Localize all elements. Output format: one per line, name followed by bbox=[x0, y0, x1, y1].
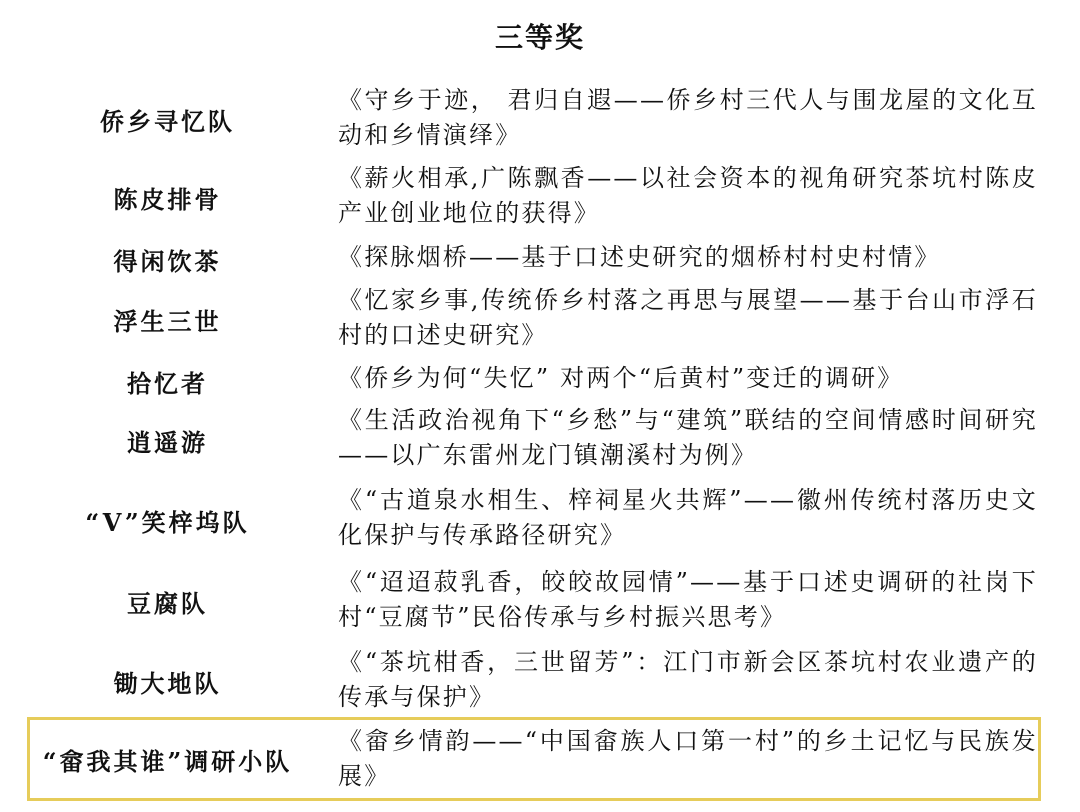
page-title: 三等奖 bbox=[494, 21, 585, 54]
team-name: 锄大地队 bbox=[113, 669, 222, 698]
team-name: “畲我其谁”调研小队 bbox=[42, 747, 293, 776]
team-name: 逍遥游 bbox=[127, 428, 208, 457]
project-title: 《畲乡情韵——“中国畲族人口第一村”的乡土记忆与民族发展》 bbox=[338, 727, 1038, 790]
project-title: 《薪火相承,广陈飘香——以社会资本的视角研究茶坑村陈皮产业创业地位的获得》 bbox=[338, 164, 1038, 227]
project-title: 《生活政治视角下“乡愁”与“建筑”联结的空间情感时间研究——以广东雷州龙门镇潮溪村为例》 bbox=[338, 406, 1038, 469]
project-title: 《探脉烟桥——基于口述史研究的烟桥村村史村情》 bbox=[338, 243, 941, 271]
team-name: 侨乡寻忆队 bbox=[100, 107, 235, 136]
project-title: 《忆家乡事,传统侨乡村落之再思与展望——基于台山市浮石村的口述史研究》 bbox=[338, 286, 1038, 349]
project-title: 《“茶坑柑香，三世留芳”：江门市新会区茶坑村农业遗产的传承与保护》 bbox=[338, 648, 1038, 711]
team-name: 浮生三世 bbox=[113, 307, 222, 336]
team-name: “V”笑梓坞队 bbox=[85, 508, 250, 537]
team-name: 陈皮排骨 bbox=[113, 185, 222, 214]
project-title: 《“迢迢菽乳香，皎皎故园情”——基于口述史调研的社岗下村“豆腐节”民俗传承与乡村振兴思考》 bbox=[338, 568, 1038, 631]
project-title: 《“古道泉水相生、梓祠星火共辉”——徽州传统村落历史文化保护与传承路径研究》 bbox=[338, 486, 1038, 549]
team-name: 得闲饮茶 bbox=[113, 247, 222, 276]
highlight-box bbox=[27, 717, 1041, 801]
project-title: 《守乡于迹， 君归自遐——侨乡村三代人与围龙屋的文化互动和乡情演绎》 bbox=[338, 86, 1038, 149]
project-title: 《侨乡为何“失忆” 对两个“后黄村”变迁的调研》 bbox=[338, 364, 904, 392]
team-name: 豆腐队 bbox=[127, 589, 208, 618]
team-name: 拾忆者 bbox=[127, 369, 208, 398]
